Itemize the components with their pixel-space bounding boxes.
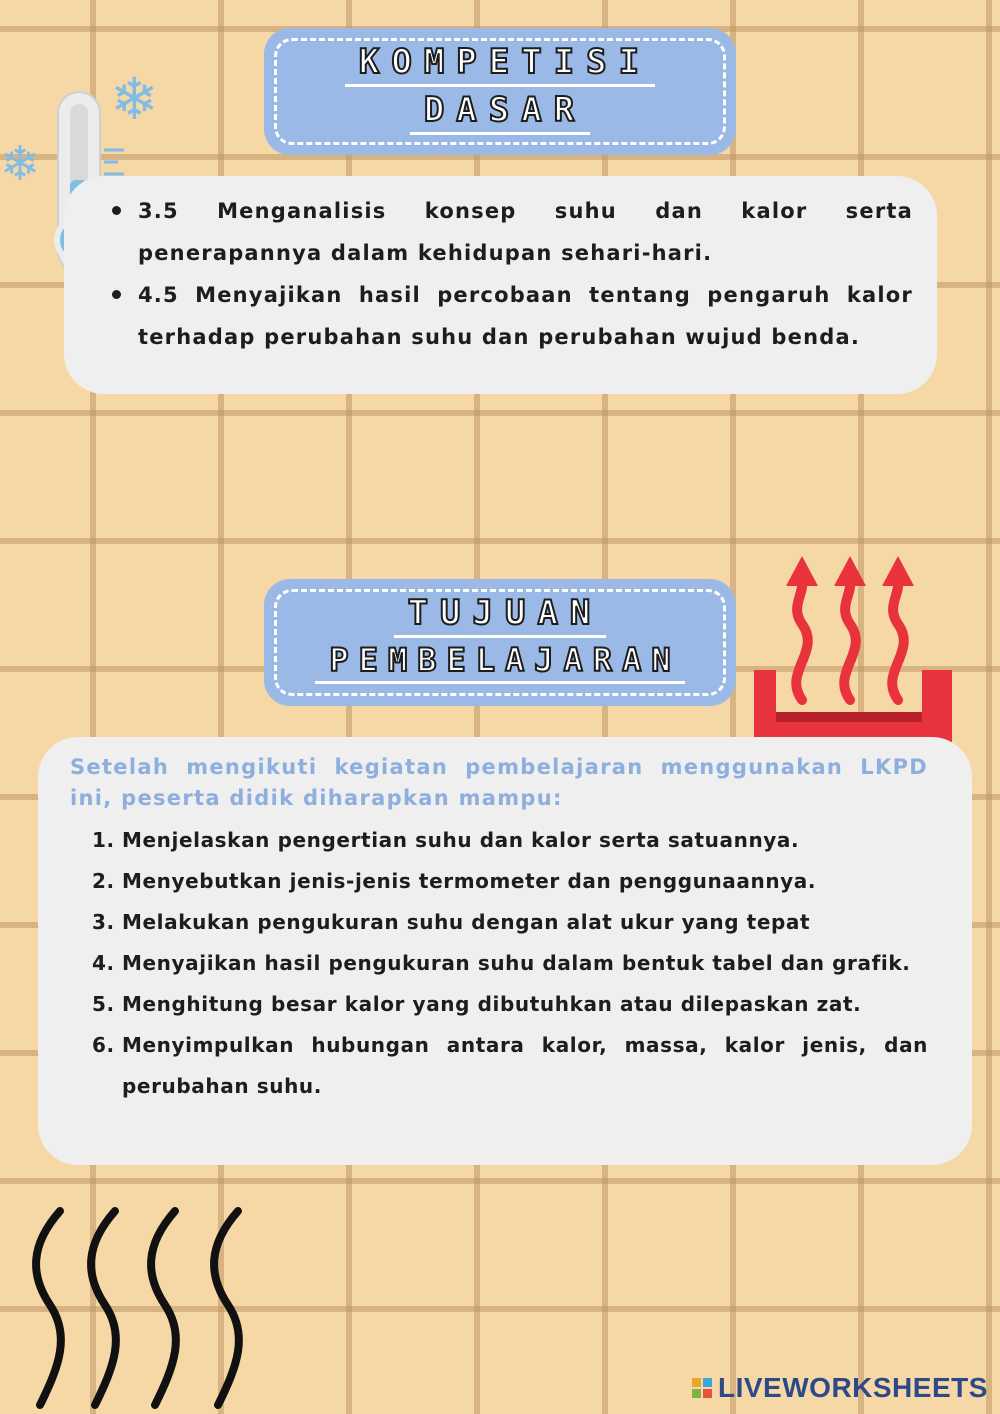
liveworksheets-logo[interactable] <box>692 1372 988 1404</box>
brand-name: LIVEWORKSHEETS <box>718 1372 988 1403</box>
kompetensi-list <box>108 190 913 358</box>
heat-rising-icon <box>752 552 957 752</box>
tujuan-item: 1. Menjelaskan pengertian suhu dan kalor serta satuannya. <box>92 828 800 852</box>
tujuan-list <box>92 820 928 1107</box>
kompetensi-banner <box>264 28 736 155</box>
snowflake-icon: ❄ <box>110 65 159 133</box>
tujuan-banner <box>264 579 736 706</box>
kompetensi-title-line1: KOMPETISI <box>264 42 736 82</box>
tujuan-item: 4. Menyajikan hasil pengukuran suhu dalam bentuk tabel dan grafik. <box>92 951 911 975</box>
logo-blocks-icon <box>692 1378 712 1398</box>
tujuan-item: 2. Menyebutkan jenis-jenis termometer dan penggunaannya. <box>92 869 817 893</box>
tujuan-item: 6. Menyimpulkan hubungan antara kalor, massa, kalor jenis, dan perubahan suhu. <box>92 1033 928 1098</box>
tujuan-title-line2: PEMBELAJARAN <box>264 641 736 679</box>
kompetensi-item: 4.5 Menyajikan hasil percobaan tentang pengaruh kalor terhadap perubahan suhu dan perubahan wujud benda. <box>108 274 913 358</box>
tujuan-item: 3. Melakukan pengukuran suhu dengan alat ukur yang tepat <box>92 910 811 934</box>
kompetensi-title-line2: DASAR <box>264 90 736 130</box>
tujuan-intro: Setelah mengikuti kegiatan pembelajaran menggunakan LKPD ini, peserta didik diharapkan mampu: <box>70 755 928 810</box>
wavy-lines-decoration <box>20 1205 260 1414</box>
kompetensi-item: 3.5 Menganalisis konsep suhu dan kalor serta penerapannya dalam kehidupan sehari-hari. <box>108 190 913 274</box>
tujuan-item: 5. Menghitung besar kalor yang dibutuhkan atau dilepaskan zat. <box>92 992 862 1016</box>
snowflake-icon: ❄ <box>0 136 41 192</box>
tujuan-title-line1: TUJUAN <box>264 593 736 633</box>
